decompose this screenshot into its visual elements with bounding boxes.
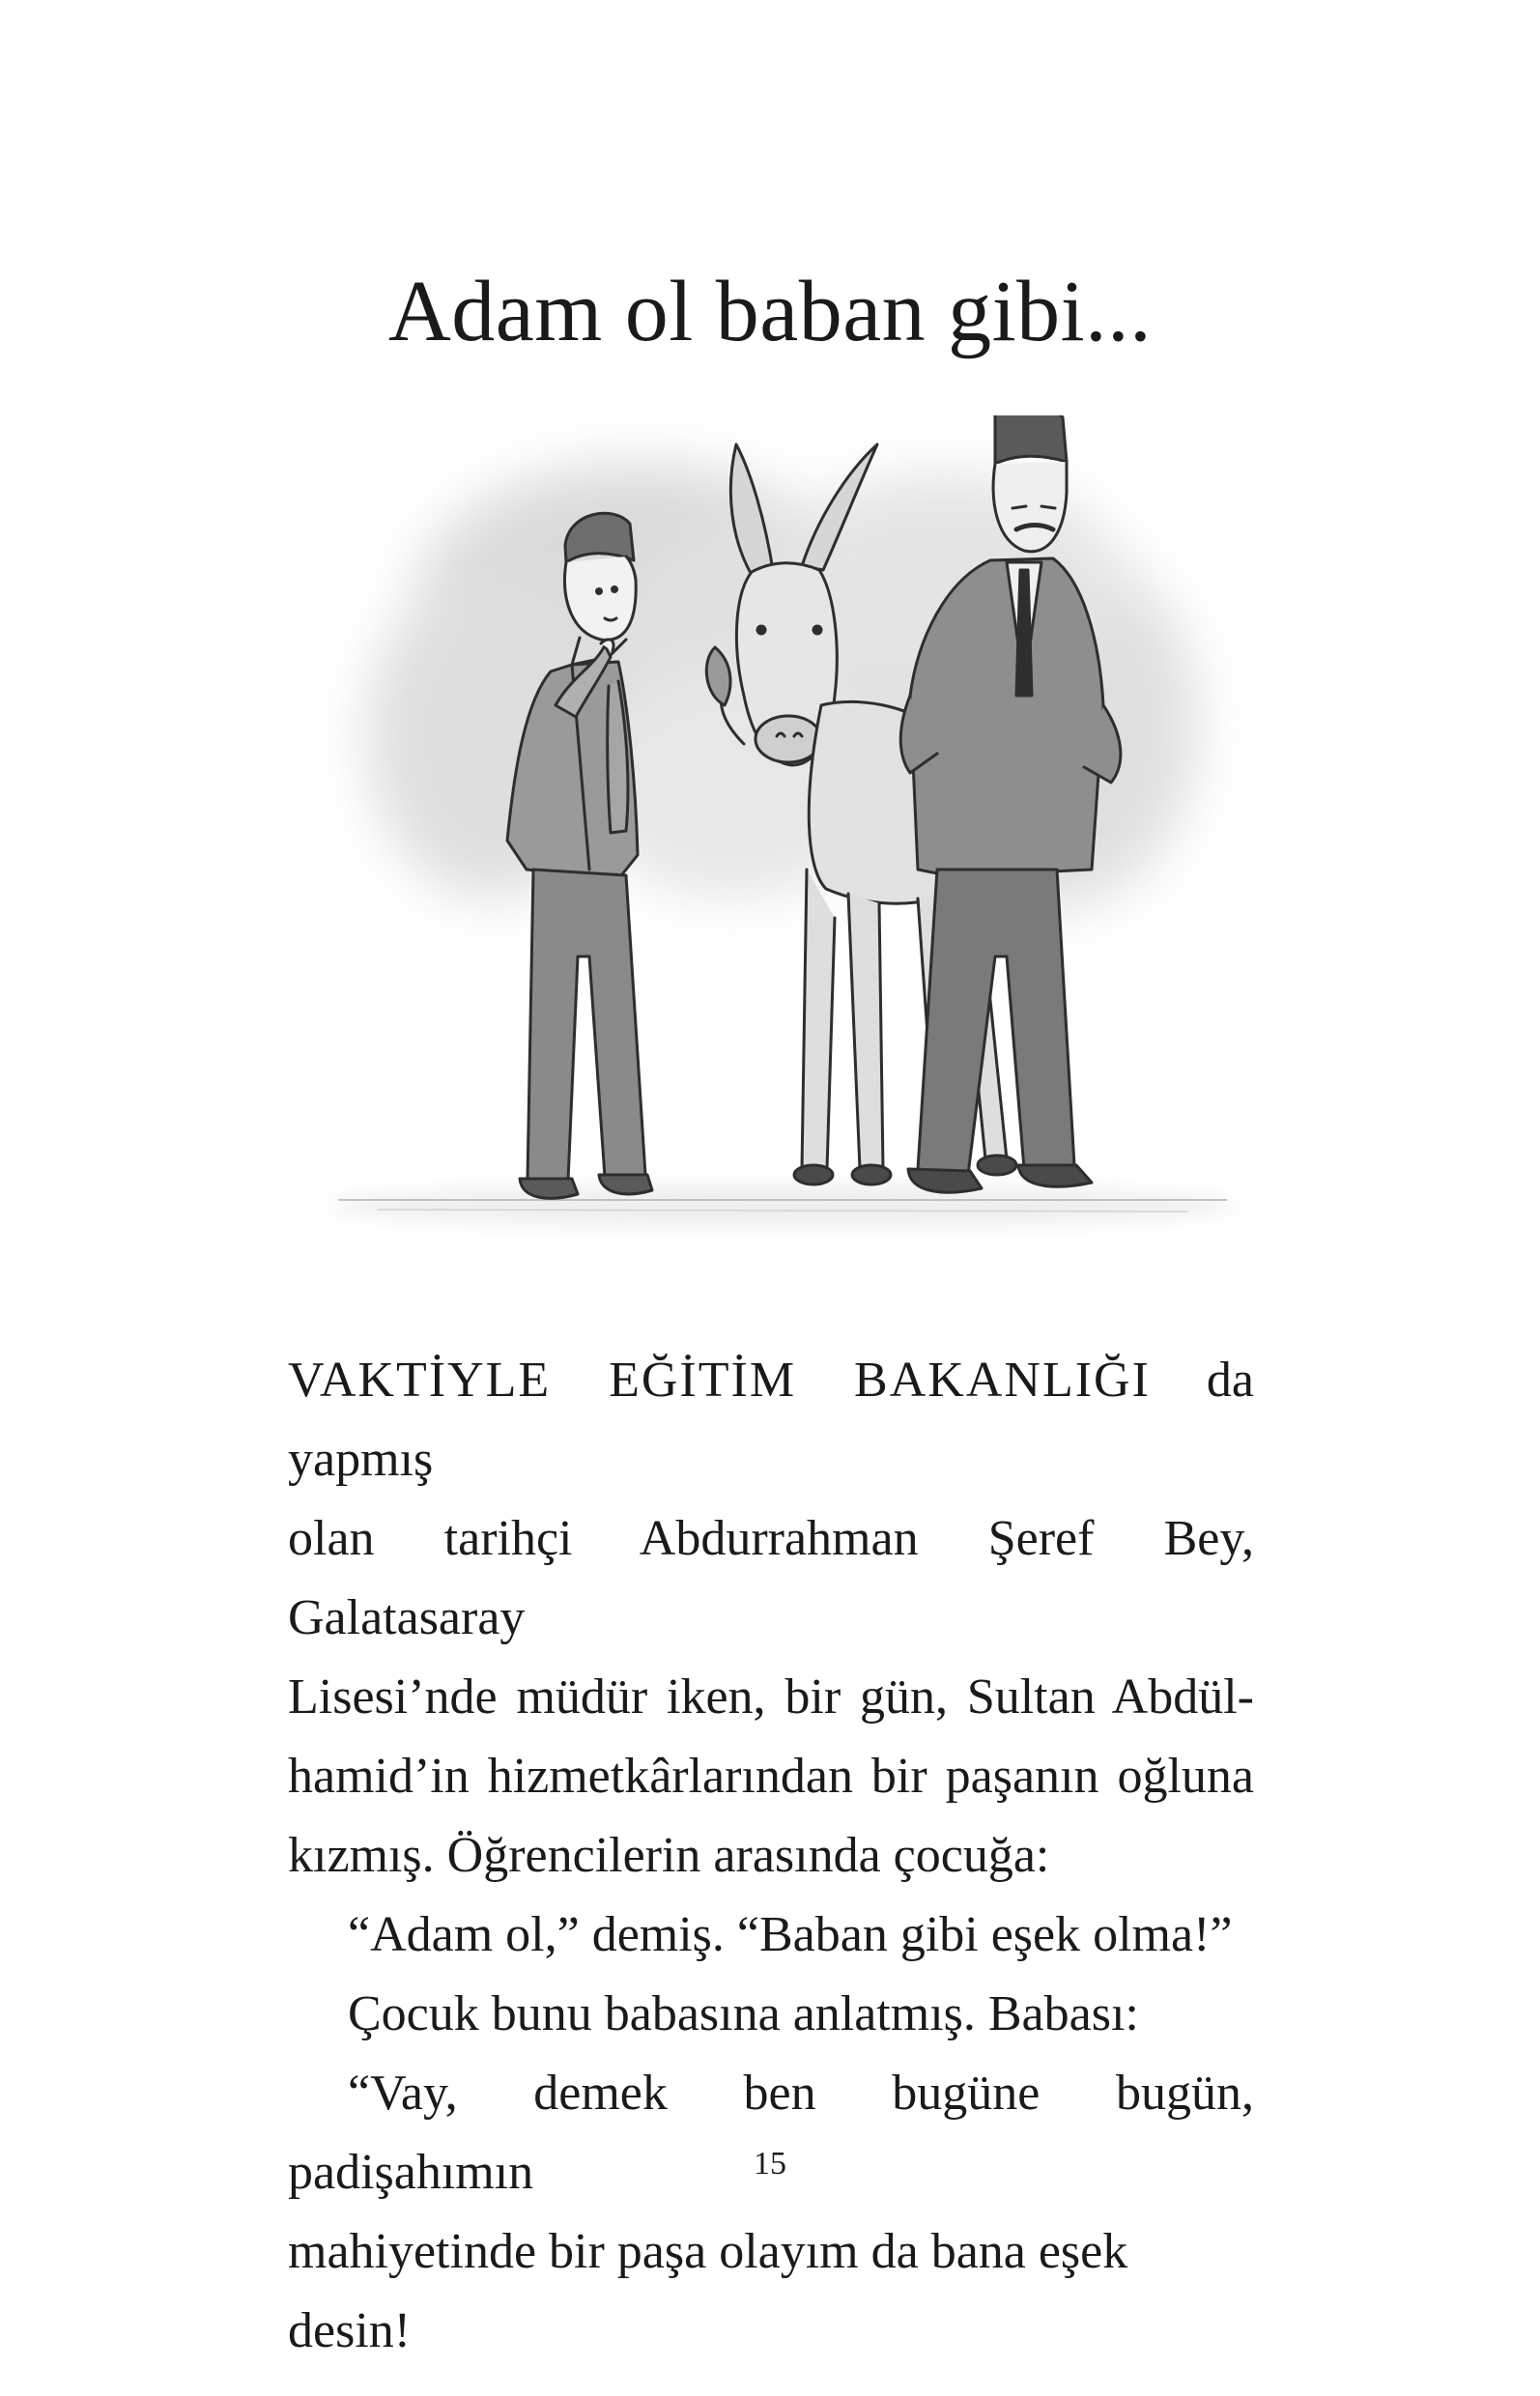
ground — [328, 1184, 1237, 1227]
page-title: Adam ol baban gibi... — [387, 264, 1153, 359]
paragraph-1-line-5: kızmış. Öğrencilerin arasında çocuğa: — [288, 1828, 1050, 1883]
paragraph-3: Çocuk bunu babasına anlatmış. Babası: — [348, 1986, 1139, 2041]
story-text — [288, 1341, 1254, 2371]
boy-donkey-pasha-illustration — [319, 415, 1246, 1304]
paragraph-4-line-1: “Vay, demek ben bugüne bugün, padişahımın — [288, 2066, 1254, 2200]
paragraph-2: “Adam ol,” demiş. “Baban gibi eşek olma!” — [348, 1907, 1233, 1962]
paragraph-1-line-3: Lisesi’nde müdür iken, bir gün, Sultan Abdül- — [288, 1669, 1254, 1725]
line-1-rest: da yapmış — [288, 1353, 1254, 1487]
paragraph-1-line-1 — [288, 1341, 1254, 1499]
page-number: 15 — [754, 2146, 786, 2182]
paragraph-1-line-2: olan tarihçi Abdurrahman Şeref Bey, Galatasaray — [288, 1511, 1254, 1645]
paragraph-1-line-4: hamid’in hizmetkârlarından bir paşanın oğluna — [288, 1749, 1254, 1804]
paragraph-4-line-2: mahiyetinde bir paşa olayım da bana eşek desin! — [288, 2224, 1128, 2358]
opening-caps: VAKTİYLE EĞİTİM BAKANLIĞI — [288, 1353, 1151, 1408]
